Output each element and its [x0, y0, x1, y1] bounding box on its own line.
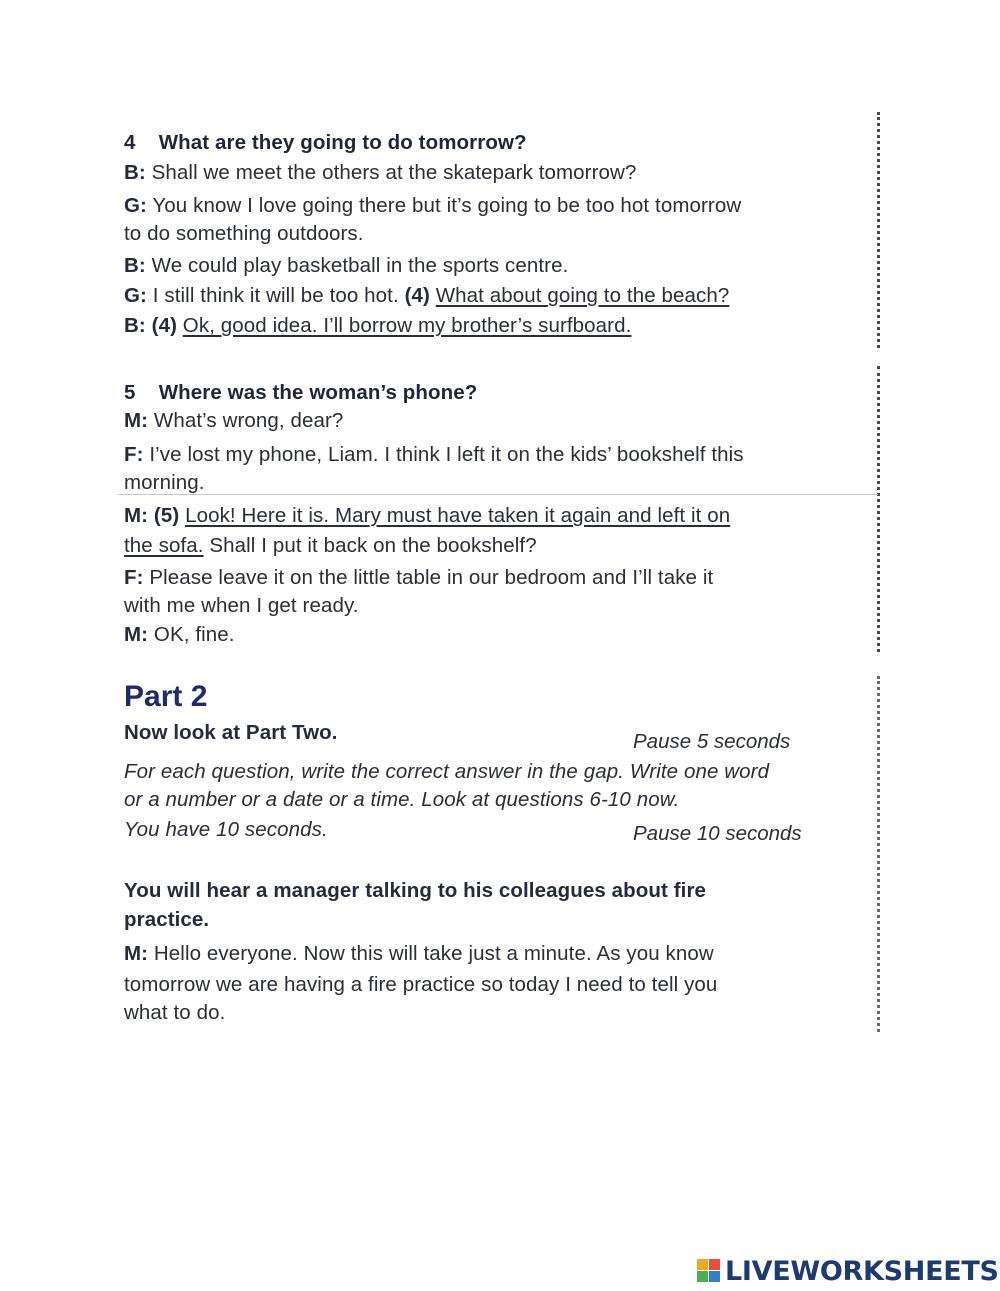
dialogue-text: what to do.: [124, 1001, 226, 1024]
dialogue-line: [124, 470, 205, 496]
logo-square: [697, 1259, 708, 1270]
logo-square: [709, 1259, 720, 1270]
speaker-label: F:: [124, 443, 144, 466]
question-5-heading: [124, 380, 477, 406]
dialogue-line: [124, 593, 359, 619]
dialogue-line: [124, 221, 364, 247]
underlined-answer: Ok, good idea. I’ll borrow my brother’s surfboard.: [182, 314, 632, 337]
dialogue-line: [124, 972, 717, 998]
dialogue-line: [124, 313, 631, 339]
speaker-label: M:: [124, 623, 149, 646]
dialogue-text: Shall I put it back on the bookshelf?: [203, 534, 537, 557]
logo-square: [697, 1271, 708, 1282]
question-4-section: [118, 112, 880, 348]
speaker-label: B:: [124, 161, 146, 184]
speaker-label: F:: [124, 566, 144, 589]
liveworksheets-logo[interactable]: [697, 1256, 999, 1286]
part-title: Part 2: [124, 680, 208, 713]
intro-line: practice.: [124, 908, 210, 931]
speaker-label: M:: [124, 409, 149, 432]
dialogue-line: [124, 941, 714, 967]
answer-marker: (4): [151, 314, 177, 337]
dialogue-text: Shall we meet the others at the skatepark tomorrow?: [145, 161, 637, 184]
dialogue-line: [124, 253, 568, 279]
dialogue-line: [124, 442, 744, 468]
question-title: What are they going to do tomorrow?: [158, 131, 527, 154]
underlined-answer: Look! Here it is. Mary must have taken it again and left it on: [185, 504, 731, 527]
part-instruction: Now look at Part Two.: [124, 721, 338, 744]
dialogue-line: [124, 565, 713, 591]
dialogue-line: [124, 533, 537, 559]
speaker-label: B:: [124, 254, 146, 277]
dialogue-line: [124, 503, 730, 529]
dialogue-line: [124, 1000, 225, 1026]
speaker-label: G:: [124, 194, 147, 217]
underlined-answer: the sofa.: [124, 534, 204, 557]
dialogue-text: with me when I get ready.: [124, 594, 359, 617]
answer-marker: (5): [153, 504, 180, 527]
logo-text: LIVEWORKSHEETS: [725, 1255, 999, 1287]
directions-line: or a number or a date or a time. Look at questions 6-10 now.: [124, 788, 680, 811]
speaker-label: B:: [124, 314, 146, 337]
question-4-heading: [124, 130, 527, 156]
question-number: 5: [124, 381, 136, 404]
dialogue-line: [124, 408, 343, 434]
directions-line: You have 10 seconds.: [124, 818, 328, 841]
underlined-answer: What about going to the beach?: [435, 284, 730, 307]
dialogue-text: tomorrow we are having a fire practice so today I need to tell you: [124, 973, 718, 996]
dialogue-text: Hello everyone. Now this will take just a minute. As you know: [148, 942, 714, 965]
dialogue-text: We could play basketball in the sports centre.: [145, 254, 569, 277]
pause-label: Pause 5 seconds: [633, 730, 791, 753]
speaker-label: M:: [124, 504, 149, 527]
dialogue-line: [124, 622, 235, 648]
answer-marker: (4): [404, 284, 430, 307]
dialogue-line: [124, 193, 741, 219]
liveworksheets-logo-icon: [697, 1259, 721, 1283]
dialogue-text: I still think it will be too hot.: [146, 284, 405, 307]
dialogue-text: to do something outdoors.: [124, 222, 364, 245]
question-title: Where was the woman’s phone?: [158, 381, 478, 404]
dialogue-line: [124, 160, 636, 186]
intro-line: You will hear a manager talking to his colleagues about fire: [124, 879, 707, 902]
dialogue-text: OK, fine.: [148, 623, 235, 646]
dialogue-text: Please leave it on the little table in our bedroom and I’ll take it: [143, 566, 714, 589]
dialogue-text: What’s wrong, dear?: [148, 409, 344, 432]
part-2-section: [118, 676, 880, 1032]
dialogue-text: I’ve lost my phone, Liam. I think I left it on the kids’ bookshelf this: [143, 443, 744, 466]
dialogue-text: morning.: [124, 471, 205, 494]
logo-square: [709, 1271, 720, 1282]
speaker-label: G:: [124, 284, 147, 307]
speaker-label: M:: [124, 942, 149, 965]
question-number: 4: [124, 131, 136, 154]
question-5-section: [118, 366, 880, 652]
dialogue-line: [124, 283, 729, 309]
pause-label: Pause 10 seconds: [633, 822, 802, 845]
directions-line: For each question, write the correct answer in the gap. Write one word: [124, 760, 770, 783]
dialogue-text: You know I love going there but it’s going to be too hot tomorrow: [146, 194, 742, 217]
